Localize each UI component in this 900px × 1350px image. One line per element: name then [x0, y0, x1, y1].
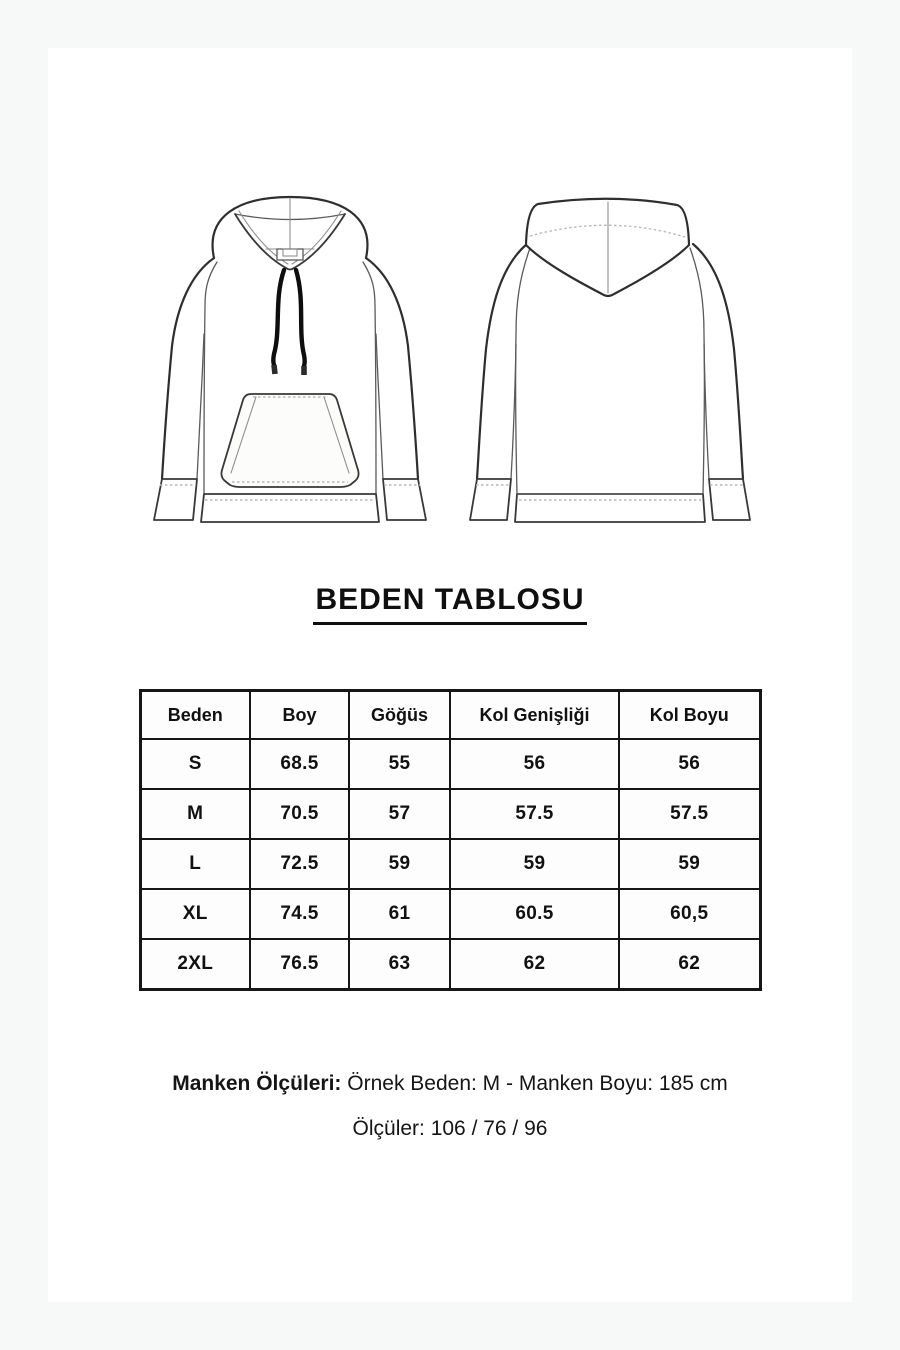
- cell-kol-boyu: 60,5: [619, 889, 760, 939]
- front-neck-label: [277, 249, 303, 260]
- back-left-sleeve-outline: [477, 244, 527, 479]
- cell-size: 2XL: [140, 939, 250, 990]
- cell-gogus: 57: [349, 789, 450, 839]
- model-info-line1: [48, 1061, 852, 1106]
- cell-kol-genisligi: 57.5: [450, 789, 619, 839]
- right-drawstring: [296, 270, 305, 366]
- title-wrap: [48, 583, 852, 625]
- model-info-line2: Ölçüler: 106 / 76 / 96: [352, 1117, 548, 1140]
- model-info-label: Manken Ölçüleri:: [172, 1072, 342, 1095]
- cell-kol-genisligi: 59: [450, 839, 619, 889]
- front-right-body-seam: [363, 262, 376, 494]
- model-info-text: Örnek Beden: M - Manken Boyu: 185 cm: [347, 1072, 728, 1095]
- cell-kol-boyu: 59: [619, 839, 760, 889]
- cell-boy: 70.5: [250, 789, 349, 839]
- table-header-row: [140, 691, 760, 740]
- cell-size: M: [140, 789, 250, 839]
- cell-boy: 72.5: [250, 839, 349, 889]
- front-hem-band: [201, 494, 379, 522]
- size-table: [139, 689, 762, 991]
- cell-kol-genisligi: 60.5: [450, 889, 619, 939]
- table-row-2xl: [140, 939, 760, 990]
- back-right-sleeve-outline: [693, 244, 743, 479]
- front-hood-v-point: [286, 268, 294, 270]
- back-left-body-seam: [516, 248, 530, 494]
- cell-boy: 68.5: [250, 739, 349, 789]
- hoodie-front-drawing-icon: [147, 194, 433, 529]
- front-left-body-seam: [204, 262, 217, 494]
- hoodie-drawings: [48, 48, 852, 529]
- table-row-s: [140, 739, 760, 789]
- cell-size: XL: [140, 889, 250, 939]
- back-hem-band: [515, 494, 705, 522]
- header-kol-boyu: Kol Boyu: [619, 691, 760, 740]
- header-boy: Boy: [250, 691, 349, 740]
- front-left-sleeve-seam: [197, 334, 204, 479]
- cell-gogus: 55: [349, 739, 450, 789]
- cell-kol-boyu: 56: [619, 739, 760, 789]
- header-gogus: Göğüs: [349, 691, 450, 740]
- table-row-xl: [140, 889, 760, 939]
- back-right-body-seam: [690, 248, 704, 494]
- table-row-m: [140, 789, 760, 839]
- model-info: [48, 1061, 852, 1151]
- cell-kol-genisligi: 62: [450, 939, 619, 990]
- header-beden: Beden: [140, 691, 250, 740]
- cell-boy: 74.5: [250, 889, 349, 939]
- front-right-sleeve-seam: [376, 334, 383, 479]
- cell-kol-boyu: 62: [619, 939, 760, 990]
- size-chart-card: [48, 48, 852, 1302]
- cell-gogus: 61: [349, 889, 450, 939]
- cell-size: S: [140, 739, 250, 789]
- cell-size: L: [140, 839, 250, 889]
- table-row-l: [140, 839, 760, 889]
- hoodie-back-drawing-icon: [467, 194, 753, 529]
- left-drawstring-aglet-icon: [274, 365, 275, 374]
- left-drawstring: [273, 270, 284, 365]
- header-kol-genisligi: Kol Genişliği: [450, 691, 619, 740]
- cell-gogus: 59: [349, 839, 450, 889]
- cell-kol-genisligi: 56: [450, 739, 619, 789]
- cell-kol-boyu: 57.5: [619, 789, 760, 839]
- cell-boy: 76.5: [250, 939, 349, 990]
- cell-gogus: 63: [349, 939, 450, 990]
- page-title: BEDEN TABLOSU: [313, 583, 586, 625]
